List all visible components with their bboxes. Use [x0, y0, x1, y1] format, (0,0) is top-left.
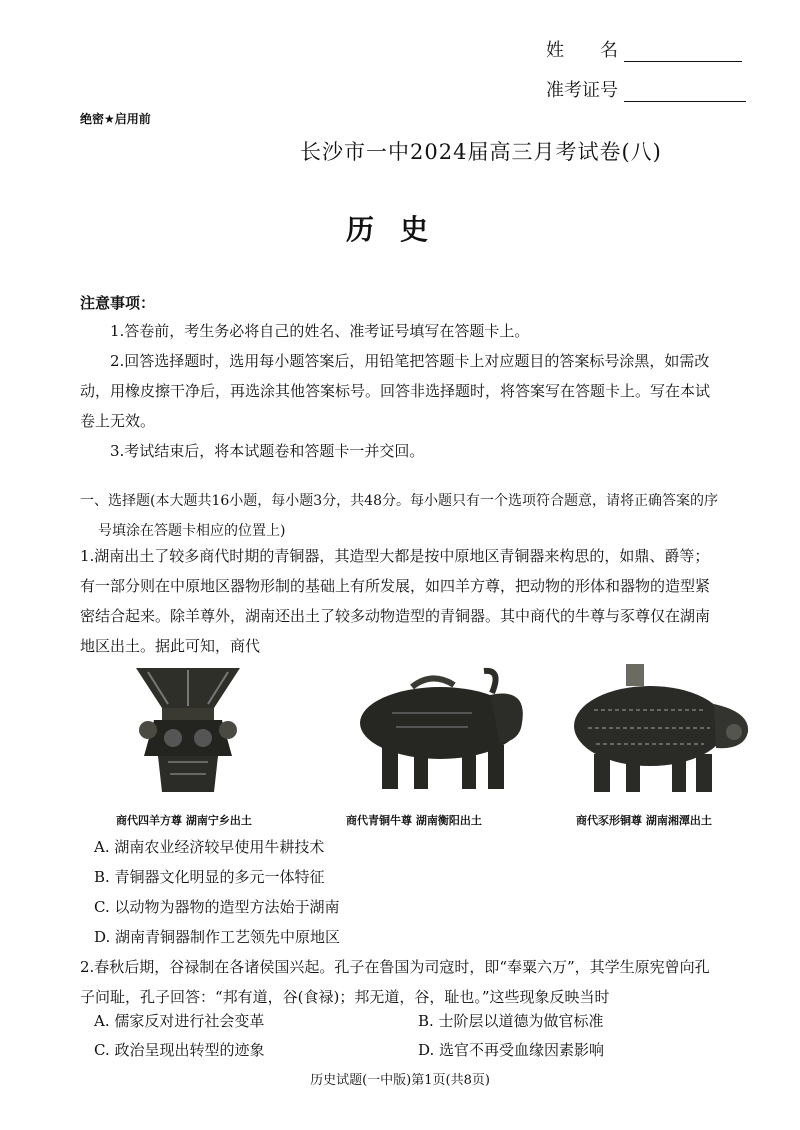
exam-id-label: 准考证号 [546, 80, 618, 101]
q1-stem: 1.湖南出土了较多商代时期的青铜器，其造型大都是按中原地区青铜器来构思的，如鼎、爵等；有一部分则在中原地区器物形制的基础上有所发展，如四羊方尊，把动物的形体和器物的造型紧密结合起来。除羊尊外，湖南还出土了较多动物造型的青铜器。其中商代的牛尊与豕尊仅在湖南地区出土。据此可知，商代 [80, 547, 711, 655]
exam-id-field [546, 76, 746, 102]
q1-option-a[interactable]: A. 湖南农业经济较早使用牛耕技术 [94, 838, 325, 856]
ox-zun-image [352, 665, 528, 793]
subject-title: 历史 [345, 213, 454, 246]
q1-option-b[interactable]: B. 青铜器文化明显的多元一体特征 [94, 868, 325, 886]
q2-option-a[interactable]: A. 儒家反对进行社会变革 [94, 1012, 265, 1030]
exam-title: 长沙市一中2024届高三月考试卷(八) [300, 140, 662, 164]
q1-option-c[interactable]: C. 以动物为器物的造型方法始于湖南 [94, 898, 340, 916]
q2-stem: 2.春秋后期，谷禄制在各诸侯国兴起。孔子在鲁国为司寇时，即“奉粟六万”，其学生原宪曾向孔子问耻，孔子回答：“邦有道，谷(食禄)；邦无道，谷，耻也。”这些现象反映当时 [80, 958, 710, 1006]
q1-option-d[interactable]: D. 湖南青铜器制作工艺领先中原地区 [94, 928, 341, 946]
secret-mark: 绝密★启用前 [80, 112, 151, 126]
pig-zun-image [564, 660, 752, 794]
name-blank[interactable] [624, 43, 742, 62]
caption-ox-zun: 商代青铜牛尊 湖南衡阳出土 [346, 814, 482, 827]
caption-pig-zun: 商代豕形铜尊 湖南湘潭出土 [576, 814, 712, 827]
section-1-title [80, 486, 720, 546]
name-label: 姓 名 [546, 40, 618, 61]
q2-option-d[interactable]: D. 选官不再受血缘因素影响 [418, 1041, 605, 1059]
q2-option-c[interactable]: C. 政治呈现出转型的迹象 [94, 1041, 265, 1059]
notice-item-3: 3.考试结束后，将本试题卷和答题卡一并交回。 [110, 442, 425, 460]
notice-item-2: 2.回答选择题时，选用每小题答案后，用铅笔把答题卡上对应题目的答案标号涂黑，如需改动，用橡皮擦干净后，再选涂其他答案标号。回答非选择题时，将答案写在答题卡上。写在本试卷上无效。 [80, 352, 711, 430]
page-footer: 历史试题(一中版)第1页(共8页) [310, 1073, 490, 1088]
caption-four-ram-zun: 商代四羊方尊 湖南宁乡出土 [116, 814, 252, 827]
name-field [546, 36, 742, 62]
q2-option-b[interactable]: B. 士阶层以道德为做官标准 [418, 1012, 604, 1030]
section-1-text: 一、选择题(本大题共16小题，每小题3分，共48分。每小题只有一个选项符合题意，请将正确答案的序号填涂在答题卡相应的位置上) [80, 493, 718, 539]
four-ram-zun-image [128, 664, 248, 796]
notice-heading: 注意事项： [80, 294, 156, 312]
exam-id-blank[interactable] [624, 83, 746, 102]
notice-item-1: 1.答卷前，考生务必将自己的姓名、准考证号填写在答题卡上。 [110, 322, 530, 340]
